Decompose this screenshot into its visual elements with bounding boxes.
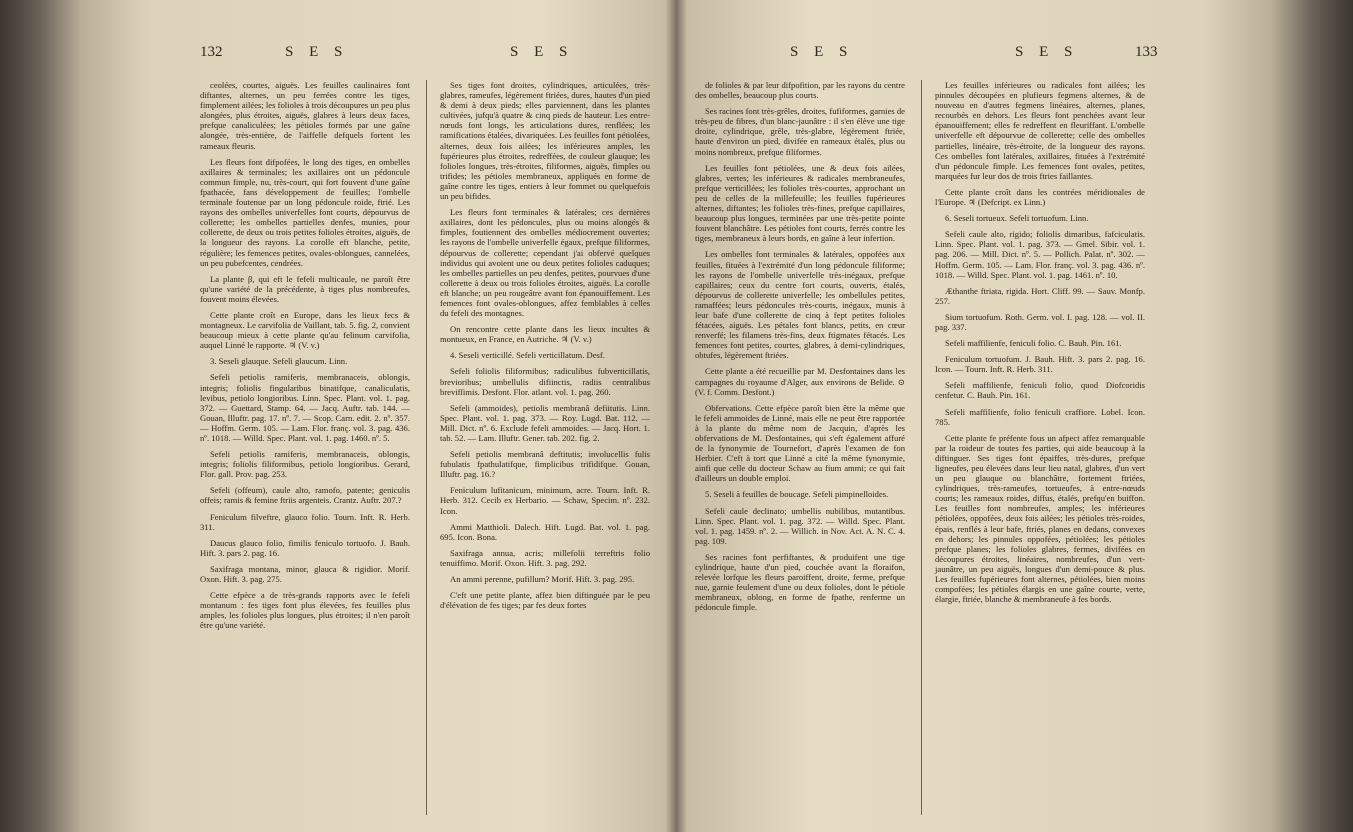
right-column-rule (921, 80, 922, 815)
paragraph: Cette plante a été recueillie par M. Desfontaines dans les campagnes du royaume d'Alger, aux environs de Belide. ⊙ (V. f. Comm. Desfont.) (695, 366, 905, 397)
left-column-rule (426, 80, 427, 815)
right-page-number: 133 (1135, 44, 1158, 60)
paragraph: Sefeli maffilienfe, feniculi folio. C. Bauh. Pin. 161. (945, 338, 1122, 349)
paragraph: 6. Seseli tortueux. Sefeli tortuofum. Linn. (945, 213, 1089, 224)
paragraph: Sefeli (offeum), caule alto, ramofo, patente; geniculis offeis; ramis & femine ftriis argenteis. Crantz. Auftr. 207.? (200, 485, 410, 506)
left-page-number: 132 (200, 44, 223, 60)
paragraph: Saxifraga annua, acris; millefolii terreftris folio tenuiffimo. Morif. Oxon. Hift. 3. pag. 292. (440, 547, 650, 568)
left-column-2 (440, 80, 650, 616)
paragraph: Sefeli maffilienfe, folio feniculi craffiore. Lobel. Icon. 785. (935, 406, 1145, 427)
paragraph: ceolées, courtes, aiguës. Les feuilles caulinaires font diftantes, alternes, un peu ferrées contre les tiges, fimplement ailées; les folioles à trois découpures un peu plus alongées, plus étroites, aiguës, glabres à leurs deux faces, prefque canaliculées; les pétioles formés par une gaîne alongée, très-entière, de l'aiffelle defquels fortent les rameaux fleuris. (200, 80, 410, 151)
paragraph: 3. Seseli glauque. Sefeli glaucum. Linn. (210, 356, 348, 367)
left-header-left: S E S (285, 44, 349, 60)
paragraph: Les feuilles inférieures ou radicales font ailées; les pinnules découpées en plufieurs fegmens alternes, & de nouveau en d'autres fegmens linéaires, alternes, planes, recourbés en dehors. Les fleurs font penchées avant leur épanouiffement; elles fe redreffent en fleuriffant. L'ombelle univerfelle eft dépourvue de collerette; celle des ombelles partielles, linéaire, très-étroite, de la longueur des rayons. Ces ombelles font latérales, axillaires, fituées à l'extrémité d'un pédoncule fimple. Les femences font ovales, petites, marquées fur leur dos de trois ftries faillantes. (935, 80, 1145, 181)
paragraph: Sefeli foliolis filiformibus; radiculibus fubverticillatis, brevioribus; umbellulis difiinctis, radiis centralibus brevifſimis. Desfont. Flor. atlant. vol. 1. pag. 260. (440, 366, 650, 397)
paragraph: Sefeli petiolis ramiferis, membranaceis, oblongis, integris; foliolis filiformibus, petiolo longioribus. Gerard, Flor. gall. Prov. pag. 253. (200, 449, 410, 480)
paragraph: Sefeli petiolis membranâ deftitutis; involucellis fulis fubulatis fpathulatifque, fimplicibus trifidifque. Gouan, Illuftr. pag. 16.? (440, 449, 650, 480)
paragraph: Feniculum filveftre, glauco folio. Tourn. Inft. R. Herb. 311. (200, 511, 410, 532)
paragraph: 5. Seseli à feuilles de boucage. Sefeli pimpinelloides. (705, 489, 889, 500)
paragraph: Cette plante croît en Europe, dans les lieux fecs & montagneux. Le carvifolia de Vaillant, tab. 5. fig. 2, convient beaucoup mieux à cette plante qu'au felinum carvifolia, auquel Linné le rapporte. ♃ (V. v.) (200, 309, 410, 351)
paragraph: Cette plante croît dans les contrées méridionales de l'Europe. ♃ (Defcript. ex Linn.) (935, 186, 1145, 208)
left-running-head (200, 40, 655, 70)
paragraph: Sefeli caule declinato; umbellis nubilibus, mutantibus. Linn. Spec. Plant. vol. 1. pag. 372. — Willd. Spec. Plant. vol. 1. pag. 1459. nº. 2. — Willich. in Nov. Act. A. N. C. 4. pag. 109. (695, 505, 905, 546)
paragraph: Æthanthe ftriata, rigida. Hort. Cliff. 99. — Sauv. Monfp. 257. (935, 285, 1145, 306)
paragraph: Sefeli caule alto, rigido; foliolis dimaribus, fafciculatis. Linn. Spec. Plant. vol. 1. pag. 373. — Gmel. Sibir. vol. 1. pag. 206. — Mill. Dict. nº. 5. — Pollich. Palat. nº. 302. — Hoffm. Germ. 105. — Lam. Flor. franç. vol. 3. pag. 436. nº. 1018. — Willd. Spec. Plant. vol. 1. pag. 1461. nº. 10. (935, 229, 1145, 280)
paragraph: Daucus glauco folio, fimilis feniculo tortuofo. J. Bauh. Hift. 3. pars 2. pag. 16. (200, 537, 410, 558)
paragraph: Obfervations. Cette efpèce paroît bien être la même que le fefeli ammoides de Linné, mais elle ne peut être rapportée à la plante du même nom de Jacquin, d'après les obfervations de M. Desfontaines, qui s'eft également affuré de la fynonymie de Tournefort, d'après l'examen de fon Herbier. C'eft à tort que Linné a cité la même fynonymie, ainfi que celle du docteur Schaw au fium ammi; ce qui fait d'ailleurs un double emploi. (695, 402, 905, 484)
right-column-1 (695, 80, 905, 619)
left-column-1 (200, 80, 410, 637)
right-header-right: S E S (1015, 44, 1079, 60)
paragraph: Les fleurs font terminales & latérales; ces dernières axillaires, dont les pédoncules, plus ou moins alongés & fimples, foutiennent des ombelles médiocrement ouvertes; les rayons de l'ombelle univerfelle égaux, prefque filiformes, dépourvus de collerette; cependant j'ai obfervé quelques individus qui avoient une ou deux petites folioles caduques; les ombelles partielles un peu denfes, petites, pourvues d'une collerette à deux ou trois folioles étroites, aiguës. La corolle eft blanche; un peu rougeâtre avant fon épanouiffement. Les femences font ovales-oblongues, affez femblables à celles du fefeli des montagnes. (440, 207, 650, 319)
paragraph: Les ombelles font terminales & latérales, oppofées aux feuilles, fituées à l'extrémité d'un long pédoncule filiforme; les rayons de l'ombelle univerfelle très-inégaux, prefque capillaires; ceux du centre fort courts, ouverts, étalés, dépourvus de collerette univerfelle; les ombellules petites, ramaffées; leurs pédoncules très-courts, inégaux, munis à leur bafe d'une collerette de cinq à fept petites folioles fétacées, aiguës. Les pétales font blancs, petits, en cœur renverfé; les filamens très-fins, deux ftigmates fétacés. Les femences font petites, courtes, glabres, à demi-cylindriques, obtufes, légèrement ftriées. (695, 249, 905, 361)
right-column-2 (935, 80, 1145, 610)
paragraph: Ses racines font très-grêles, droites, fufiformes, garnies de très-peu de fibres, d'un blanc-jaunâtre : il s'en élève une tige droite, cylindrique, grêle, très-glabre, légèrement ftriée, haute d'environ un pied, divifée en rameaux étalés, plus ou moins nombreux, prefque filiformes. (695, 106, 905, 157)
paragraph: Sium tortuofum. Roth. Germ. vol. I. pag. 128. — vol. II. pag. 337. (935, 311, 1145, 332)
paragraph: C'eft une petite plante, affez bien diftinguée par le peu d'élévation de fes tiges; par fes deux fortes (440, 590, 650, 611)
paragraph: de folioles & par leur difpofition, par les rayons du centre des ombelles, beaucoup plus courts. (695, 80, 905, 101)
paragraph: Les feuilles font pétiolées, une & deux fois ailées, glabres, vertes; les inférieures & radicales membraneufes, prefque verticillées; les folioles très-courtes, approchant un peu de celles de la millefeuille; les feuilles fupérieures alternes, diftantes; les folioles très-fines, prefque capillaires, beaucoup plus longues, terminées par une très-petite pointe fouvent blanchâtre. Les pétioles font courts, ferrés contre les tiges, membraneux à leurs bords, en gaîne à leur infertion. (695, 162, 905, 244)
paragraph: Sefeli (ammoides), petiolis membranâ defiitutis. Linn. Spec. Plant. vol. 1. pag. 373. — Roy. Lugd. Bat. 112. — Mill. Dict. nº. 6. Exclude fefeli ammoides. — Jacq. Hort. 1. tab. 52. — Lam. Illuftr. Gener. tab. 202. fig. 2. (440, 402, 650, 443)
paragraph: Les fleurs font difpofées, le long des tiges, en ombelles axillaires & terminales; les axillaires ont un pédoncule commun fimple, nu, très-court, qui fort fouvent d'une gaîne fpathacée, fans développement de feuilles; l'ombelle terminale foutenue par un long pédoncule roide, ftrié. Les rayons des ombelles univerfelles font courts, dépourvus de collerette; les ombelles partielles denfes, munies, pour collerette, de deux ou trois petites folioles étroites, aiguës, de la longueur des rayons. La corolle eft blanche, petite, régulière; les femences petites, ovales-oblongues, cannelées, un peu pubefcentes, cendrées. (200, 156, 411, 268)
paragraph: An ammi perenne, pufillum? Morif. Hift. 3. pag. 295. (450, 574, 635, 585)
paragraph: On rencontre cette plante dans les lieux incultes & montueux, en France, en Autriche. ♃ (V. v.) (440, 324, 650, 345)
paragraph: Sefeli petiolis ramiferis, membranaceis, oblongis, integris; foliolis fingularibus binatifque, canaliculatis, levibus, petiolo longioribus. Linn. Spec. Plant. vol. 1. pag. 372. — Guettard, Stamp. 64. — Jacq. Auftr. tab. 144. — Gouan, Illuftr. pag. 17. nº. 7. — Scop. Carn. edit. 2. nº. 357. — Hoffm. Germ. 105. — Lam. Flor. franç. vol. 3. pag. 436. nº. 1018. — Willd. Spec. Plant. vol. 1. pag. 1460. nº. 5. (200, 372, 410, 443)
right-header-left: S E S (790, 44, 854, 60)
paragraph: 4. Seseli verticillé. Sefeli verticillatum. Desf. (450, 350, 605, 361)
left-header-right: S E S (510, 44, 574, 60)
paragraph: Ammi Matthioli. Dalech. Hift. Lugd. Bat. vol. 1. pag. 695. Icon. Bona. (440, 521, 650, 542)
paragraph: Feniculum tortuofum. J. Bauh. Hift. 3. pars 2. pag. 16. Icon. — Tourn. Inft. R. Herb. 311. (935, 354, 1145, 375)
paragraph: Feniculum lufitanicum, minimum, acre. Tourn. Inft. R. Herb. 312. Cecib ex Herbario. — Schaw, Specim. nº. 232. Icon. (440, 485, 650, 516)
paragraph: Saxifraga montana, minor, glauca & rigidior. Morif. Oxon. Hift. 3. pag. 275. (200, 563, 410, 585)
right-page (695, 40, 1175, 820)
paragraph: Ses tiges font droites, cylindriques, articulées, très-glabres, rameufes, légèrement ftriées, dures, hautes d'un pied & demi à deux pieds; elles parviennent, dans les plantes cultivées, jufqu'à quatre & cinq pieds de hauteur. Les entre-nœuds font longs, les articulations dures, renflées; les ramifications étalées, divariquées. Les feuilles font pétiolées, alternes, deux fois ailées; les inférieures amples, les fupérieures plus étroites, redreffées, de couleur glauque; les folioles longues, très-étroites, filiformes, aiguës, fimples ou trifides; les pétioles membraneux, appliqués en forme de gaîne contre les tiges, entiers à leur fommet ou quelquefois un peu bifides. (440, 80, 650, 202)
paragraph: Ses racines font perfiftantes, & produifent une tige cylindrique, haute d'un pied, couchée avant la floraifon, relevée lorfque les fleurs paroiffent, droite, ferme, prefque nue, garnie feulement d'une ou deux folioles, dont le pétiole membraneux, oblong, en forme de fpathe, renferme un pédoncule fimple. (695, 551, 905, 613)
left-page (200, 40, 655, 820)
paragraph: La plante β, qui eft le fefeli multicaule, ne paroît être qu'une variété de la précédente, à tiges plus nombreufes, fouvent moins élevées. (200, 273, 410, 304)
right-running-head (695, 40, 1175, 70)
paragraph: Cette efpèce a de très-grands rapports avec le fefeli montanum : fes tiges font plus élevées, fes feuilles plus amples, les folioles plus longues, plus étroites; il n'en paroît être qu'une variété. (200, 590, 410, 631)
paragraph: Sefeli maffilienfe, feniculi folio, quod Diofcoridis cenfetur. C. Bauh. Pin. 161. (935, 380, 1145, 401)
paragraph: Cette plante fe préfente fous un afpect affez remarquable par la roideur de toutes fes parties, qui aide beaucoup à la diftinguer. Ses tiges font épaiffes, très-dures, prefque ligneufes, peu élevées dans leur lieu natal, glabres, d'un vert un peu glauque ou blanchâtre, fortement ftriées, cylindriques, très-rameufes, tortueufes, à entre-nœuds courts; les rameaux roides, diffus, étalés, prefqu'en buiffon. Les feuilles font nombreufes, amples; les inférieures pétiolées, oppofées, deux fois ailées; les pétioles très-roides, épais, renflés à leur bafe, ftriés, planes en dedans, convexes en dehors; les pinnules oppofées, pétiolées; les pétioles prefque planes; les folioles glabres, fermes, divifées en découpures étroites, linéaires, nombreufes, d'un vert-jaunâtre, un peu aiguës, longues d'un demi-pouce & plus. Les feuilles fupérieures font alternes, pétiolées, bien moins compofées; les pétioles élargis en une gaîne courte, verte, élargie, ftriée, blanche & membraneufe à fes bords. (935, 432, 1145, 605)
